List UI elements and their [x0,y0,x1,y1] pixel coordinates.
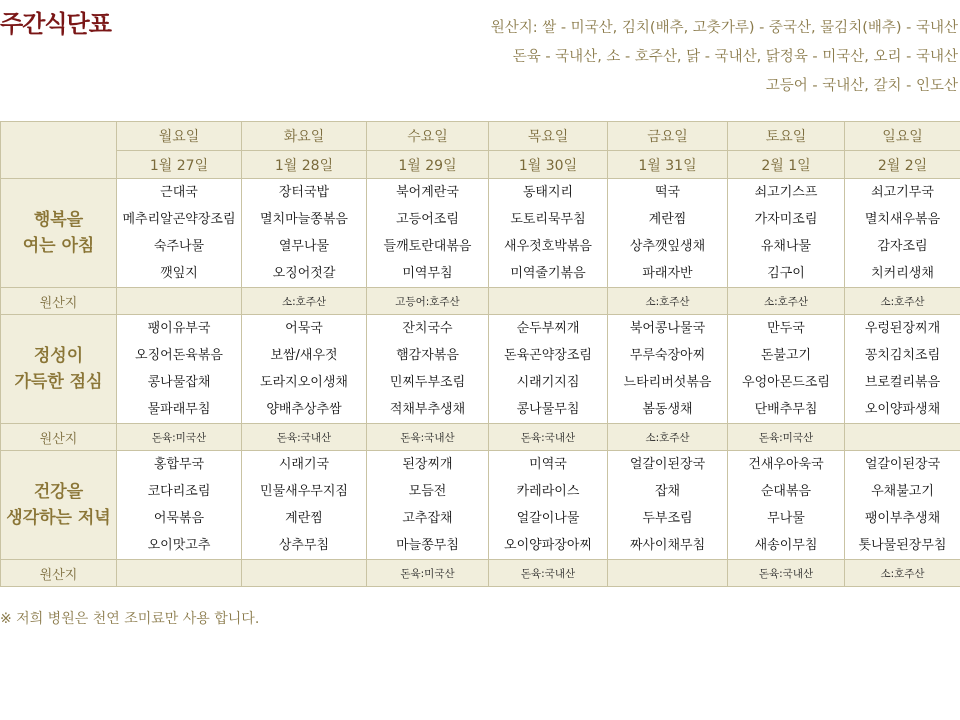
origin-label: 원산지 [1,560,117,587]
menu-cell [489,451,608,560]
menu-item: 유채나물 [760,239,812,254]
menu-item: 잔치국수 [402,321,453,336]
menu-item: 파래자반 [642,266,693,281]
menu-cell [367,315,489,424]
weekly-menu-table [0,121,960,587]
menu-item: 물파래무침 [147,402,211,417]
menu-item: 무나물 [767,511,805,526]
menu-item: 얼갈이된장국 [864,457,941,472]
menu-item: 콩나물잡채 [147,375,211,390]
menu-item: 멸치마늘쫑볶음 [260,212,348,227]
menu-item: 미역국 [529,457,567,472]
menu-item: 얼갈이된장국 [629,457,706,472]
menu-item: 홍합무국 [153,457,205,472]
meal-label-line: 건강을 [33,482,84,502]
day-name: 금요일 [608,122,728,151]
origin-cell: 돈육:국내산 [367,424,489,451]
menu-item: 오이양파생채 [864,402,941,417]
menu-item: 두부조림 [642,511,693,526]
day-name: 월요일 [117,122,242,151]
menu-item: 우렁된장찌개 [864,321,941,336]
menu-item: 순대볶음 [760,484,812,499]
menu-item: 적채부추생채 [389,402,466,417]
menu-cell [608,451,728,560]
meal-label-line: 여는 아침 [22,236,95,256]
footnote: ※ 저희 병원은 천연 조미료만 사용 합니다. [0,611,260,627]
origin-row [1,560,960,587]
menu-item: 팽이유부국 [147,321,211,336]
meal-row [1,315,960,424]
day-date: 2월 2일 [845,151,960,179]
menu-cell [728,451,845,560]
origin-cell: 돈육:국내산 [728,560,845,587]
origin-cell [242,560,367,587]
menu-item: 계란찜 [285,511,323,526]
menu-item: 잡채 [654,484,681,499]
menu-item: 김구이 [767,266,805,281]
menu-item: 우채불고기 [871,484,934,499]
menu-item: 콩나물무침 [516,402,580,417]
origin-cell [489,288,608,315]
menu-item: 오이양파장아찌 [504,538,592,553]
origin-row [1,424,960,451]
menu-cell [845,179,960,288]
menu-cell [242,315,367,424]
menu-item: 떡국 [654,185,681,200]
menu-item: 북어콩나물국 [629,321,706,336]
origin-cell: 돈육:국내산 [489,560,608,587]
origin-cell: 소:호주산 [608,288,728,315]
menu-item: 치커리생채 [871,266,934,281]
menu-cell [242,451,367,560]
menu-cell [242,179,367,288]
menu-item: 계란찜 [648,212,687,227]
menu-item: 톳나물된장무침 [858,538,947,553]
meal-label-line: 행복을 [33,210,84,230]
menu-item: 양배추상추쌈 [266,402,342,417]
meal-label-line: 정성이 [33,346,84,366]
menu-item: 시래기국 [278,457,330,472]
menu-cell [608,179,728,288]
menu-item: 우엉아몬드조림 [742,375,830,390]
meal-label [1,451,117,560]
menu-item: 열무나물 [278,239,330,254]
origin-label: 원산지 [1,288,117,315]
meal-row [1,451,960,560]
day-name: 일요일 [845,122,960,151]
menu-cell [728,315,845,424]
menu-item: 메추리알곤약장조림 [122,212,236,227]
menu-item: 민찌두부조림 [389,375,466,390]
origin-cell: 고등어:호주산 [367,288,489,315]
origin-cell: 소:호주산 [845,288,960,315]
menu-item: 돈불고기 [760,348,812,363]
menu-item: 어묵국 [285,321,323,336]
menu-cell [845,315,960,424]
origin-cell: 소:호주산 [845,560,960,587]
day-date: 1월 28일 [242,151,367,179]
day-date: 2월 1일 [728,151,845,179]
menu-item: 민물새우무지짐 [260,484,348,499]
menu-cell [367,451,489,560]
menu-item: 느타리버섯볶음 [623,375,712,390]
day-date: 1월 29일 [367,151,489,179]
menu-item: 봄동생채 [642,402,693,417]
origin-line: 원산지: 쌀 - 미국산, 김치(배추, 고춧가루) - 중국산, 물김치(배추) - 국내산 [490,20,958,36]
menu-cell [489,179,608,288]
menu-item: 카레라이스 [516,484,580,499]
menu-item: 짜사이채무침 [629,538,706,553]
menu-cell [489,315,608,424]
menu-item: 장터국밥 [278,185,330,200]
day-date: 1월 31일 [608,151,728,179]
day-name: 토요일 [728,122,845,151]
menu-item: 고등어조림 [396,212,459,227]
menu-item: 오징어젓갈 [272,266,336,281]
origin-label: 원산지 [1,424,117,451]
menu-item: 팽이부추생채 [864,511,941,526]
menu-cell [728,179,845,288]
menu-item: 코다리조림 [147,484,211,499]
origin-cell [117,560,242,587]
day-name: 목요일 [489,122,608,151]
menu-cell [117,179,242,288]
menu-item: 어묵볶음 [153,511,205,526]
menu-item: 순두부찌개 [516,321,580,336]
origin-cell: 소:호주산 [242,288,367,315]
menu-item: 된장찌개 [402,457,453,472]
menu-item: 햄감자볶음 [396,348,459,363]
origin-cell: 돈육:미국산 [728,424,845,451]
menu-item: 단배추무침 [754,402,818,417]
menu-item: 시래기지짐 [516,375,580,390]
menu-item: 고추잡채 [402,511,453,526]
menu-item: 상추무침 [278,538,330,553]
menu-item: 새우젓호박볶음 [504,239,592,254]
menu-item: 모듬전 [408,484,447,499]
origin-line: 돈육 - 국내산, 소 - 호주산, 닭 - 국내산, 닭정육 - 미국산, 오리 - 국내산 [512,49,958,65]
menu-item: 북어계란국 [396,185,459,200]
day-header-row [1,122,960,151]
menu-item: 상추깻잎생채 [629,239,706,254]
menu-item: 숙주나물 [153,239,205,254]
menu-item: 얼갈이나물 [516,511,580,526]
menu-item: 오이맛고추 [147,538,211,553]
menu-cell [117,315,242,424]
menu-item: 마늘쫑무침 [396,538,459,553]
meal-label [1,179,117,288]
meal-label-line: 생각하는 저녁 [6,508,111,528]
page-title: 주간식단표 [0,10,111,38]
menu-cell [608,315,728,424]
menu-item: 꽁치김치조림 [864,348,941,363]
origin-cell: 돈육:국내산 [489,424,608,451]
day-name: 화요일 [242,122,367,151]
menu-cell [845,451,960,560]
corner-cell [1,122,117,179]
menu-item: 쇠고기스프 [754,185,818,200]
origin-row [1,288,960,315]
origin-cell [608,560,728,587]
menu-item: 돈육곤약장조림 [504,348,592,363]
menu-item: 미역무침 [402,266,453,281]
origin-cell: 소:호주산 [608,424,728,451]
menu-item: 동태지리 [522,185,574,200]
meal-label-line: 가득한 점심 [14,372,103,392]
day-date: 1월 27일 [117,151,242,179]
menu-item: 브로컬리볶음 [864,375,941,390]
origin-notice [491,14,958,101]
origin-cell: 돈육:국내산 [242,424,367,451]
menu-item: 새송이무침 [754,538,818,553]
menu-item: 보쌈/새우젓 [270,348,338,363]
day-date: 1월 30일 [489,151,608,179]
menu-item: 깻잎지 [160,266,198,281]
origin-cell: 소:호주산 [728,288,845,315]
menu-cell [117,451,242,560]
menu-item: 건새우아욱국 [748,457,824,472]
date-header-row [1,151,960,179]
origin-cell: 돈육:미국산 [367,560,489,587]
menu-item: 만두국 [767,321,805,336]
menu-item: 도토리묵무침 [510,212,586,227]
menu-item: 미역줄기볶음 [510,266,586,281]
origin-cell: 돈육:미국산 [117,424,242,451]
menu-item: 무루숙장아찌 [629,348,706,363]
menu-item: 감자조림 [877,239,928,254]
menu-item: 근대국 [160,185,198,200]
menu-item: 오징어돈육볶음 [135,348,223,363]
menu-item: 도라지오이생채 [260,375,348,390]
origin-line: 고등어 - 국내산, 갈치 - 인도산 [765,78,958,94]
meal-row [1,179,960,288]
menu-item: 쇠고기무국 [871,185,934,200]
day-name: 수요일 [367,122,489,151]
menu-cell [367,179,489,288]
menu-item: 들깨토란대볶음 [383,239,472,254]
meal-label [1,315,117,424]
menu-item: 멸치새우볶음 [864,212,941,227]
menu-item: 가자미조림 [754,212,818,227]
origin-cell [845,424,960,451]
origin-cell [117,288,242,315]
